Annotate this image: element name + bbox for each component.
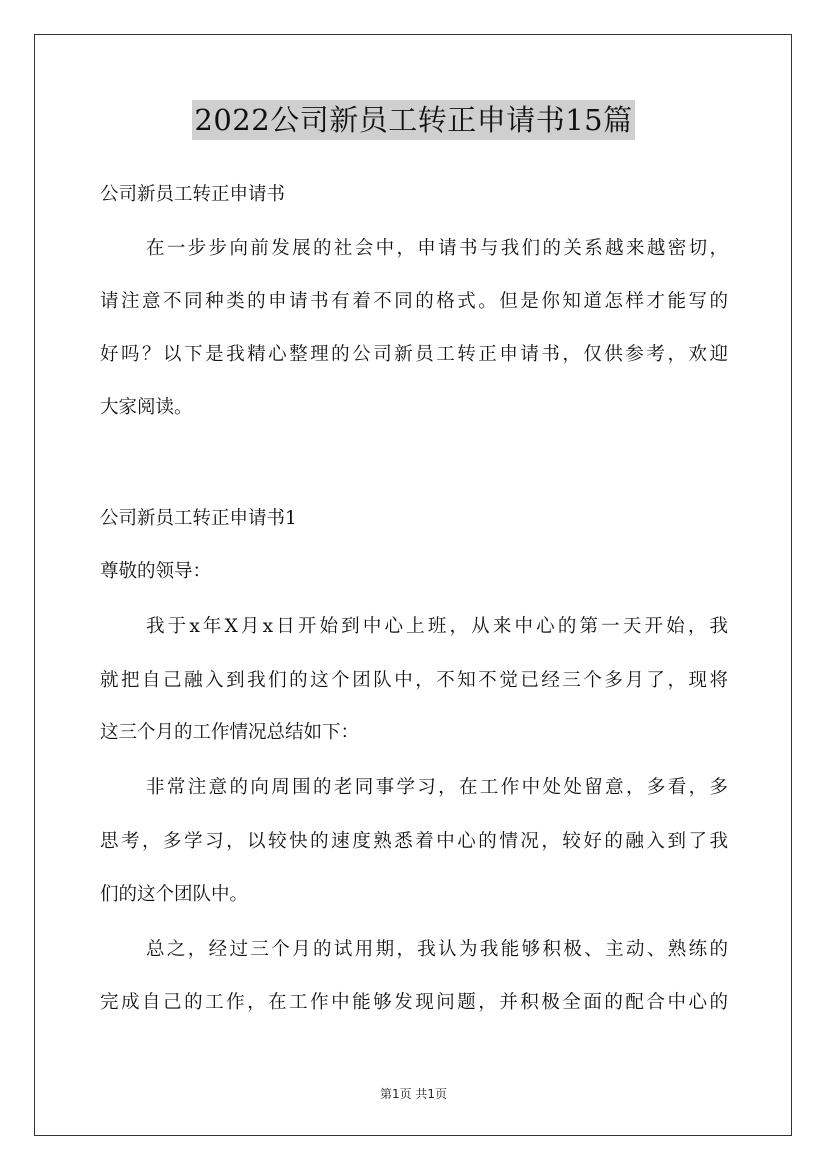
- paragraph-line: 在一步步向前发展的社会中，申请书与我们的关系越来越密切，: [146, 238, 728, 259]
- paragraph-line: 们的这个团队中。: [100, 884, 249, 905]
- section-heading: 公司新员工转正申请书: [100, 184, 286, 205]
- paragraph-line: 好吗？以下是我精心整理的公司新员工转正申请书，仅供参考，欢迎: [100, 344, 728, 365]
- paragraph-line: 就把自己融入到我们的这个团队中，不知不觉已经三个多月了，现将: [100, 670, 728, 691]
- paragraph-line: 思考，多学习，以较快的速度熟悉着中心的情况，较好的融入到了我: [100, 831, 728, 852]
- paragraph-line: 这三个月的工作情况总结如下：: [100, 722, 360, 743]
- document-title: 2022公司新员工转正申请书15篇: [192, 100, 634, 140]
- title-block: [0, 100, 827, 140]
- paragraph-line: 请注意不同种类的申请书有着不同的格式。但是你知道怎样才能写的: [100, 291, 728, 312]
- paragraph-line: 大家阅读。: [100, 397, 193, 418]
- salutation: 尊敬的领导：: [100, 561, 212, 582]
- section-heading: 公司新员工转正申请书1: [100, 508, 297, 529]
- paragraph-line: 非常注意的向周围的老同事学习，在工作中处处留意，多看，多: [146, 777, 728, 798]
- paragraph-line: 完成自己的工作，在工作中能够发现问题，并积极全面的配合中心的: [100, 992, 728, 1013]
- paragraph-line: 总之，经过三个月的试用期，我认为我能够积极、主动、熟练的: [146, 939, 728, 960]
- page-footer: 第1页 共1页: [379, 1087, 448, 1101]
- paragraph-line: 我于x年X月x日开始到中心上班，从来中心的第一天开始，我: [146, 616, 728, 637]
